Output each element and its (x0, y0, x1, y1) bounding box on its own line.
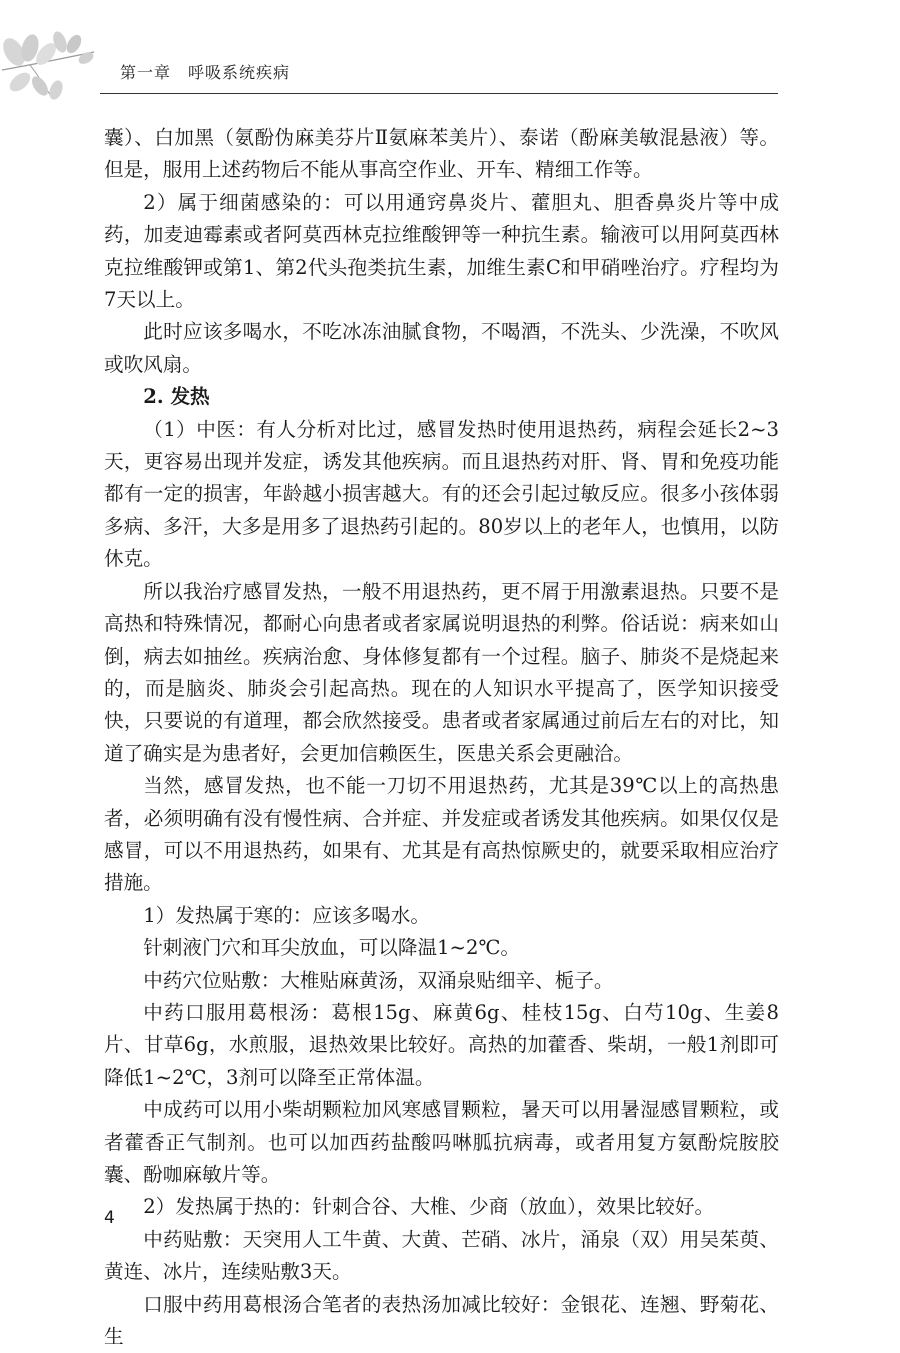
header-rule (100, 93, 778, 94)
paragraph: 当然，感冒发热，也不能一刀切不用退热药，尤其是39℃以上的高热患者，必须明确有没有慢性病、合并症、并发症或者诱发其他疾病。如果仅仅是感冒，可以不用退热药，如果有、尤其是有高热惊厥史的，就要采取相应治疗措施。 (104, 774, 779, 895)
paragraph: 口服中药用葛根汤合笔者的表热汤加减比较好：金银花、连翘、野菊花、生 (104, 1292, 779, 1349)
paragraph: 1）发热属于寒的：应该多喝水。 (143, 903, 430, 927)
paragraph: （1）中医：有人分析对比过，感冒发热时使用退热药，病程会延长2~3天，更容易出现并发症，诱发其他疾病。而且退热药对肝、肾、胃和免疫功能都有一定的损害，年龄越小损害越大。有的还会引起过敏反应。很多小孩体弱多病、多汗，大多是用多了退热药引起的。80岁以上的老年人，也慎用，以防休克。 (104, 417, 779, 571)
page-header (0, 0, 900, 100)
paragraph: 中药口服用葛根汤：葛根15g、麻黄6g、桂枝15g、白芍10g、生姜8片、甘草6g，水煎服，退热效果比较好。高热的加藿香、柴胡，一般1剂即可降低1~2℃，3剂可以降至正常体温。 (104, 1000, 779, 1089)
paragraph: 囊）、白加黑（氨酚伪麻美芬片Ⅱ氨麻苯美片）、泰诺（酚麻美敏混悬液）等。但是，服用上述药物后不能从事高空作业、开车、精细工作等。 (104, 126, 779, 182)
leaf-branch-icon (0, 30, 96, 102)
paragraph: 针刺液门穴和耳尖放血，可以降温1~2℃。 (143, 936, 520, 960)
page-number: 4 (104, 1208, 115, 1228)
paragraph: 中成药可以用小柴胡颗粒加风寒感冒颗粒，暑天可以用暑湿感冒颗粒，或者藿香正气制剂。也可以加西药盐酸吗啉胍抗病毒，或者用复方氨酚烷胺胶囊、酚咖麻敏片等。 (104, 1098, 779, 1186)
section-heading: 2. 发热 (143, 385, 210, 409)
paragraph: 中药穴位贴敷：大椎贴麻黄汤，双涌泉贴细辛、栀子。 (143, 968, 614, 992)
paragraph: 2）发热属于热的：针刺合谷、大椎、少商（放血），效果比较好。 (143, 1195, 715, 1219)
chapter-title: 第一章 呼吸系统疾病 (120, 63, 291, 82)
page-body (104, 122, 779, 1353)
paragraph: 中药贴敷：天突用人工牛黄、大黄、芒硝、冰片，涌泉（双）用吴茱萸、黄连、冰片，连续贴敷3天。 (104, 1227, 779, 1284)
paragraph: 此时应该多喝水，不吃冰冻油腻食物，不喝酒，不洗头、少洗澡，不吹风或吹风扇。 (104, 320, 779, 376)
paragraph: 2）属于细菌感染的：可以用通窍鼻炎片、藿胆丸、胆香鼻炎片等中成药，加麦迪霉素或者阿莫西林克拉维酸钾等一种抗生素。输液可以用阿莫西林克拉维酸钾或第1、第2代头孢类抗生素，加维生素C和甲硝唑治疗。疗程均为7天以上。 (104, 190, 779, 312)
paragraph: 所以我治疗感冒发热，一般不用退热药，更不屑于用激素退热。只要不是高热和特殊情况，都耐心向患者或者家属说明退热的利弊。俗话说：病来如山倒，病去如抽丝。疾病治愈、身体修复都有一个过程。脑子、肺炎不是烧起来的，而是脑炎、肺炎会引起高热。现在的人知识水平提高了，医学知识接受快，只要说的有道理，都会欣然接受。患者或者家属通过前后左右的对比，知道了确实是为患者好，会更加信赖医生，医患关系会更融洽。 (104, 579, 779, 765)
